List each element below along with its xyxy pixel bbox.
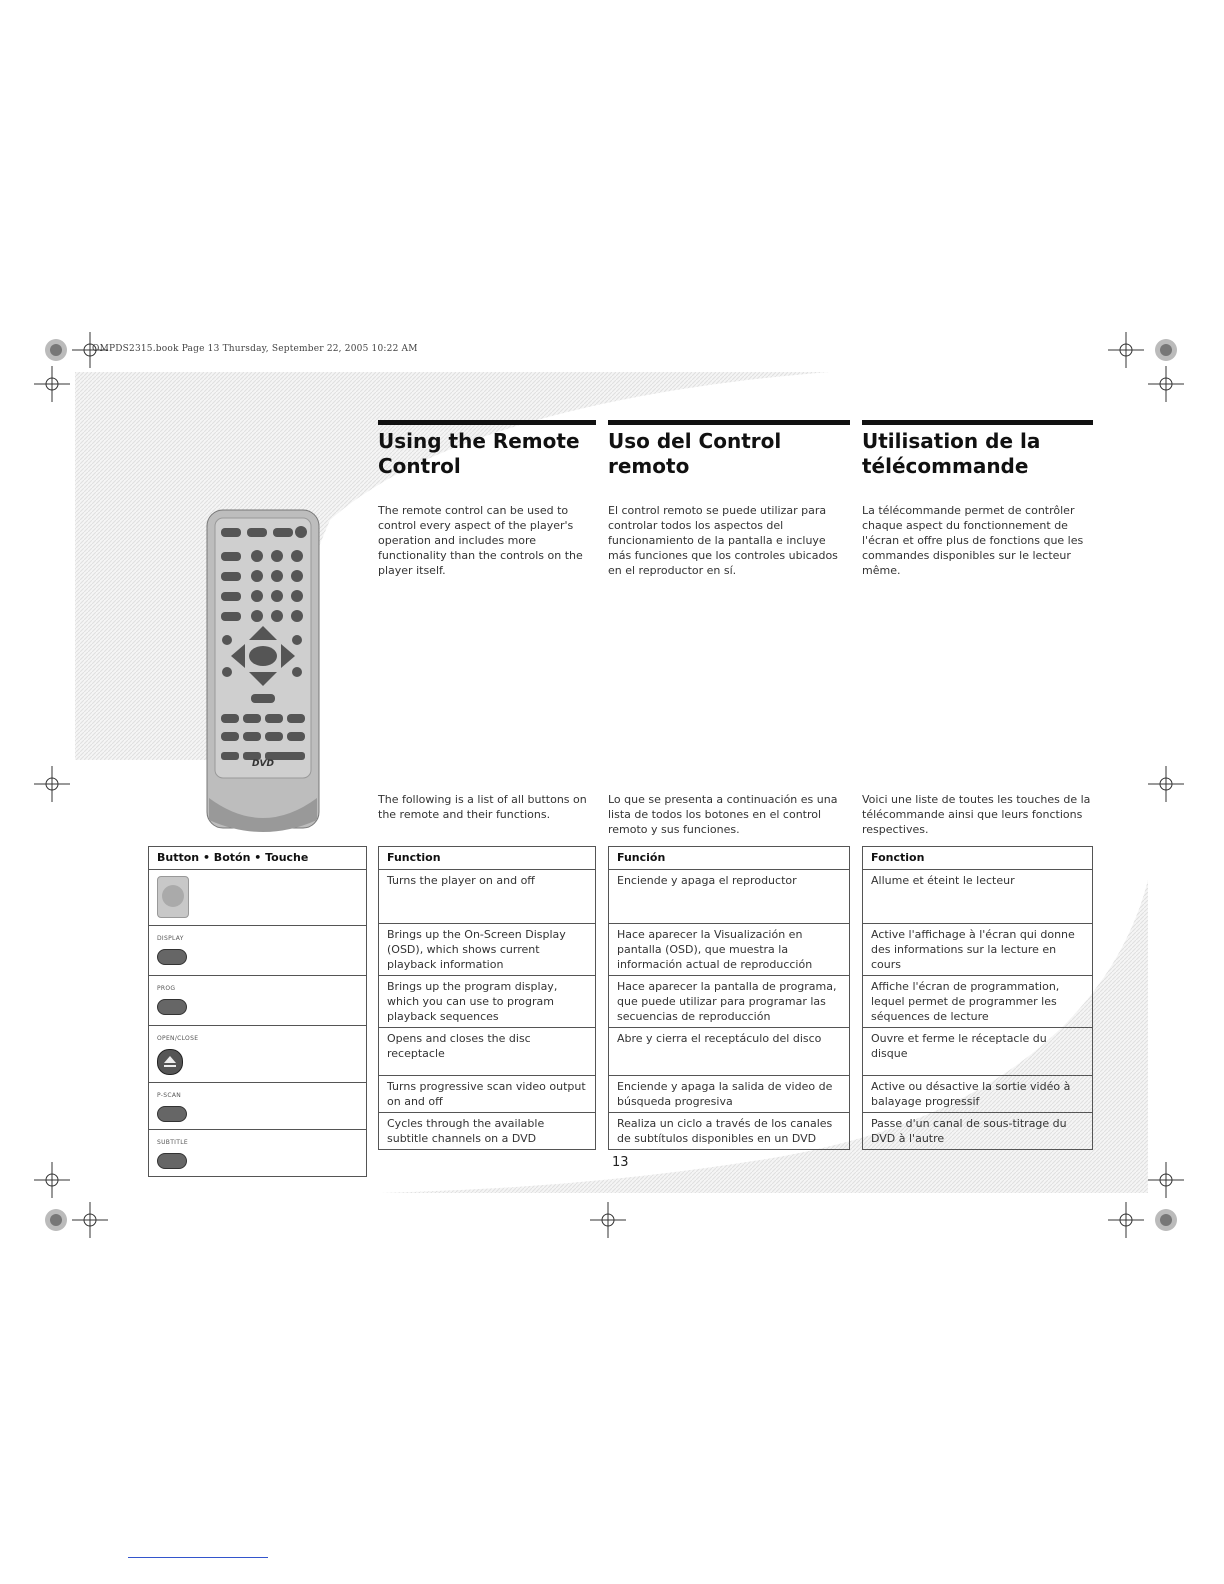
function-table-en [378,846,596,1150]
registration-mark-icon [72,1202,108,1238]
function-cell: Brings up the On-Screen Display (OSD), which shows current playback information [379,924,596,976]
function-cell: Cycles through the available subtitle channels on a DVD [379,1113,596,1150]
heading-es-line1: Uso del Control [608,429,782,453]
heading-fr-line2: télécommande [862,454,1029,478]
function-cell: Realiza un ciclo a través de los canales de subtítulos disponibles en un DVD [609,1113,850,1150]
heading-fr-line1: Utilisation de la [862,429,1041,453]
heading-es [608,429,850,479]
function-cell: Active ou désactive la sortie vidéo à balayage progressif [863,1076,1093,1113]
function-table-header: Fonction [863,847,1093,870]
function-cell: Affiche l'écran de programmation, lequel permet de programmer les séquences de lecture [863,976,1093,1028]
registration-mark-icon [1148,366,1184,402]
button-label: SUBTITLE [157,1139,188,1146]
registration-mark-icon [590,1202,626,1238]
intro-en: The remote control can be used to control every aspect of the player's operation and includes more functionality than the controls on the player itself. [378,504,583,577]
registration-mark-icon [34,366,70,402]
intro-fr: La télécommande permet de contrôler chaque aspect du fonctionnement de l'écran et offre plus de fonctions que les commandes disponibles sur le lecteur même. [862,504,1084,577]
list-intro-fr: Voici une liste de toutes les touches de la télécommande ainsi que leurs fonctions respectives. [862,793,1091,836]
subtitle-button-icon [157,1153,187,1169]
pscan-button-icon [157,1106,187,1122]
heading-fr [862,429,1093,479]
intro-es: El control remoto se puede utilizar para controlar todos los aspectos del funcionamiento de la pantalla e incluye más funciones que los controles ubicados en el reproductor en sí. [608,504,838,577]
function-cell: Turns the player on and off [379,870,596,924]
registration-mark-icon [1148,766,1184,802]
prog-button-icon [157,999,187,1015]
function-cell: Hace aparecer la pantalla de programa, que puede utilizar para programar las secuencias de reproducción [609,976,850,1028]
registration-mark-icon [38,332,74,368]
function-cell: Opens and closes the disc receptacle [379,1028,596,1076]
function-table-header: Function [379,847,596,870]
column-rule-en [378,420,596,425]
remote-control-illustration [205,508,321,833]
button-table [148,846,367,1177]
column-rule-fr [862,420,1093,425]
dvd-logo: DVD [252,759,274,769]
function-cell: Enciende y apaga el reproductor [609,870,850,924]
button-cell-prog [149,976,367,1026]
button-label: P-SCAN [157,1092,182,1099]
button-cell-power [149,870,367,926]
list-intro-es: Lo que se presenta a continuación es una lista de todos los botones en el control remoto y sus funciones. [608,793,838,836]
page-number: 13 [612,1155,629,1170]
button-label: PROG [157,985,176,992]
function-cell: Brings up the program display, which you can use to program playback sequences [379,976,596,1028]
function-cell: Active l'affichage à l'écran qui donne des informations sur la lecture en cours [863,924,1093,976]
function-table-fr [862,846,1093,1150]
registration-mark-icon [34,1162,70,1198]
display-button-icon [157,949,187,965]
function-cell: Turns progressive scan video output on and off [379,1076,596,1113]
function-cell: Enciende y apaga la salida de video de búsqueda progresiva [609,1076,850,1113]
eject-icon [157,1049,183,1075]
function-table-header: Función [609,847,850,870]
function-cell: Hace aparecer la Visualización en pantalla (OSD), que muestra la información actual de reproducción [609,924,850,976]
button-cell-pscan [149,1083,367,1130]
registration-mark-icon [1108,332,1144,368]
bottom-rule [128,1557,268,1558]
registration-mark-icon [1108,1202,1144,1238]
button-cell-display [149,926,367,976]
button-label: OPEN/CLOSE [157,1035,199,1042]
function-table-es [608,846,850,1150]
registration-mark-icon [1148,1202,1184,1238]
heading-es-line2: remoto [608,454,690,478]
registration-mark-icon [34,766,70,802]
function-cell: Allume et éteint le lecteur [863,870,1093,924]
function-cell: Passe d'un canal de sous-titrage du DVD à l'autre [863,1113,1093,1150]
registration-mark-icon [72,332,108,368]
heading-en [378,429,596,479]
button-cell-open-close [149,1026,367,1083]
heading-en-line1: Using the Remote [378,429,580,453]
function-cell: Abre y cierra el receptáculo del disco [609,1028,850,1076]
function-cell: Ouvre et ferme le réceptacle du disque [863,1028,1093,1076]
power-icon [157,876,189,918]
button-cell-subtitle [149,1130,367,1177]
heading-en-line2: Control [378,454,461,478]
column-rule-es [608,420,850,425]
registration-mark-icon [38,1202,74,1238]
button-table-header: Button • Botón • Touche [149,847,367,870]
button-label: DISPLAY [157,935,184,942]
printer-slug: OMPDS2315.book Page 13 Thursday, September 22, 2005 10:22 AM [92,344,418,354]
registration-mark-icon [1148,1162,1184,1198]
registration-mark-icon [1148,332,1184,368]
list-intro-en: The following is a list of all buttons on the remote and their functions. [378,793,587,821]
